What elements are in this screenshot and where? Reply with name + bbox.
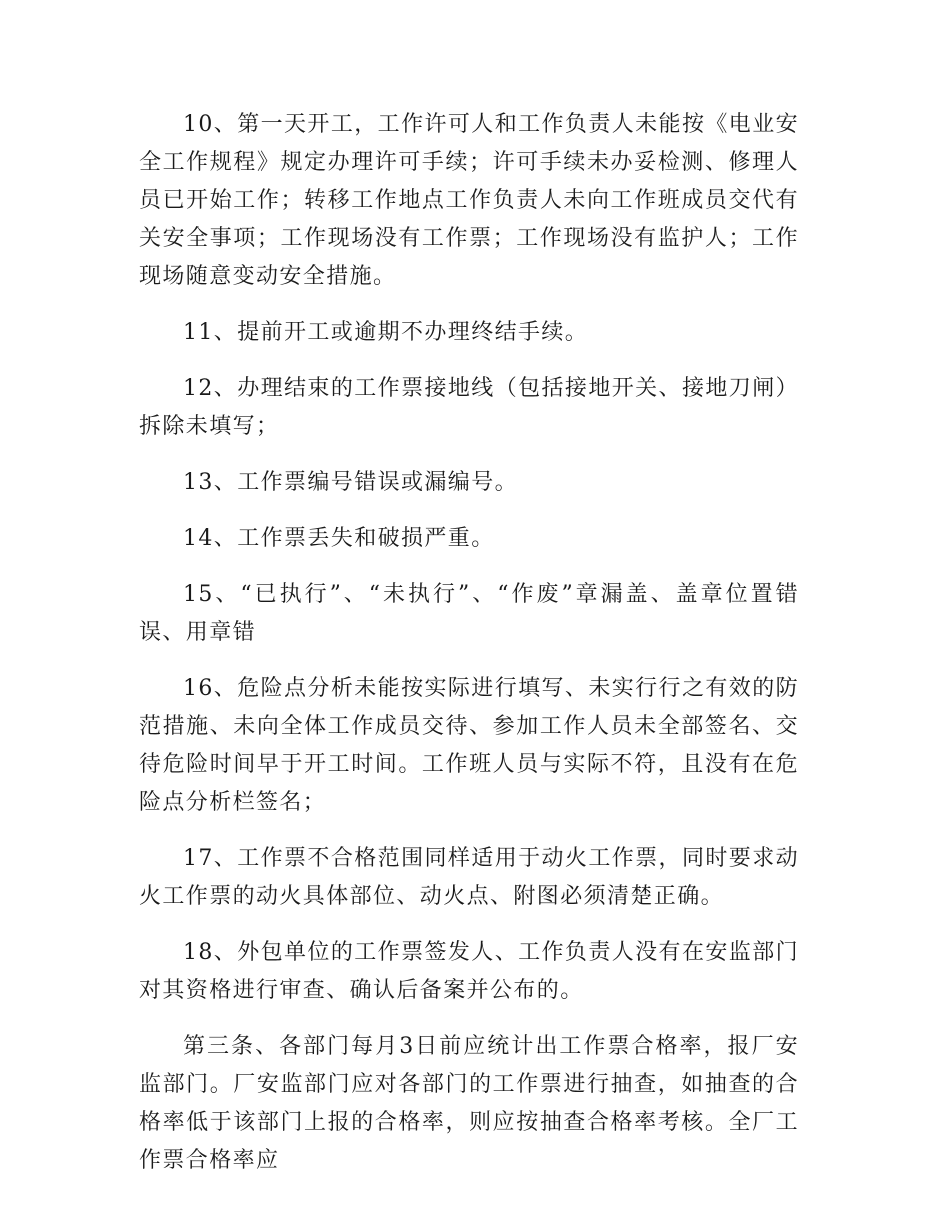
document-body	[139, 106, 799, 1198]
paragraph-item-12: 12、办理结束的工作票接地线（包括接地开关、接地刀闸）拆除未填写；	[139, 376, 799, 439]
paragraph-item-16: 16、危险点分析未能按实际进行填写、未实行行之有效的防范措施、未向全体工作成员交待、参加工作人员未全部签名、交待危险时间早于开工时间。工作班人员与实际不符，且没有在危险点分析栏签名；	[139, 676, 799, 815]
paragraph-article-3: 第三条、各部门每月3日前应统计出工作票合格率，报厂安监部门。厂安监部门应对各部门的工作票进行抽查，如抽查的合格率低于该部门上报的合格率，则应按抽查合格率考核。全厂工作票合格率应	[139, 1034, 799, 1173]
paragraph-item-11: 11、提前开工或逾期不办理终结手续。	[183, 320, 589, 345]
paragraph-item-15: 15、“已执行”、“未执行”、“作废”章漏盖、盖章位置错误、用章错	[139, 582, 799, 645]
paragraph-item-10: 10、第一天开工，工作许可人和工作负责人未能按《电业安全工作规程》规定办理许可手续；许可手续未办妥检测、修理人员已开始工作；转移工作地点工作负责人未向工作班成员交代有关安全事项；工作现场没有工作票；工作现场没有监护人；工作现场随意变动安全措施。	[139, 112, 799, 289]
paragraph-item-13: 13、工作票编号错误或漏编号。	[183, 470, 518, 495]
paragraph-item-17: 17、工作票不合格范围同样适用于动火工作票，同时要求动火工作票的动火具体部位、动火点、附图必须清楚正确。	[139, 846, 799, 909]
paragraph-item-18: 18、外包单位的工作票签发人、工作负责人没有在安监部门对其资格进行审查、确认后备案并公布的。	[139, 940, 799, 1003]
paragraph-item-14: 14、工作票丢失和破损严重。	[183, 526, 495, 551]
